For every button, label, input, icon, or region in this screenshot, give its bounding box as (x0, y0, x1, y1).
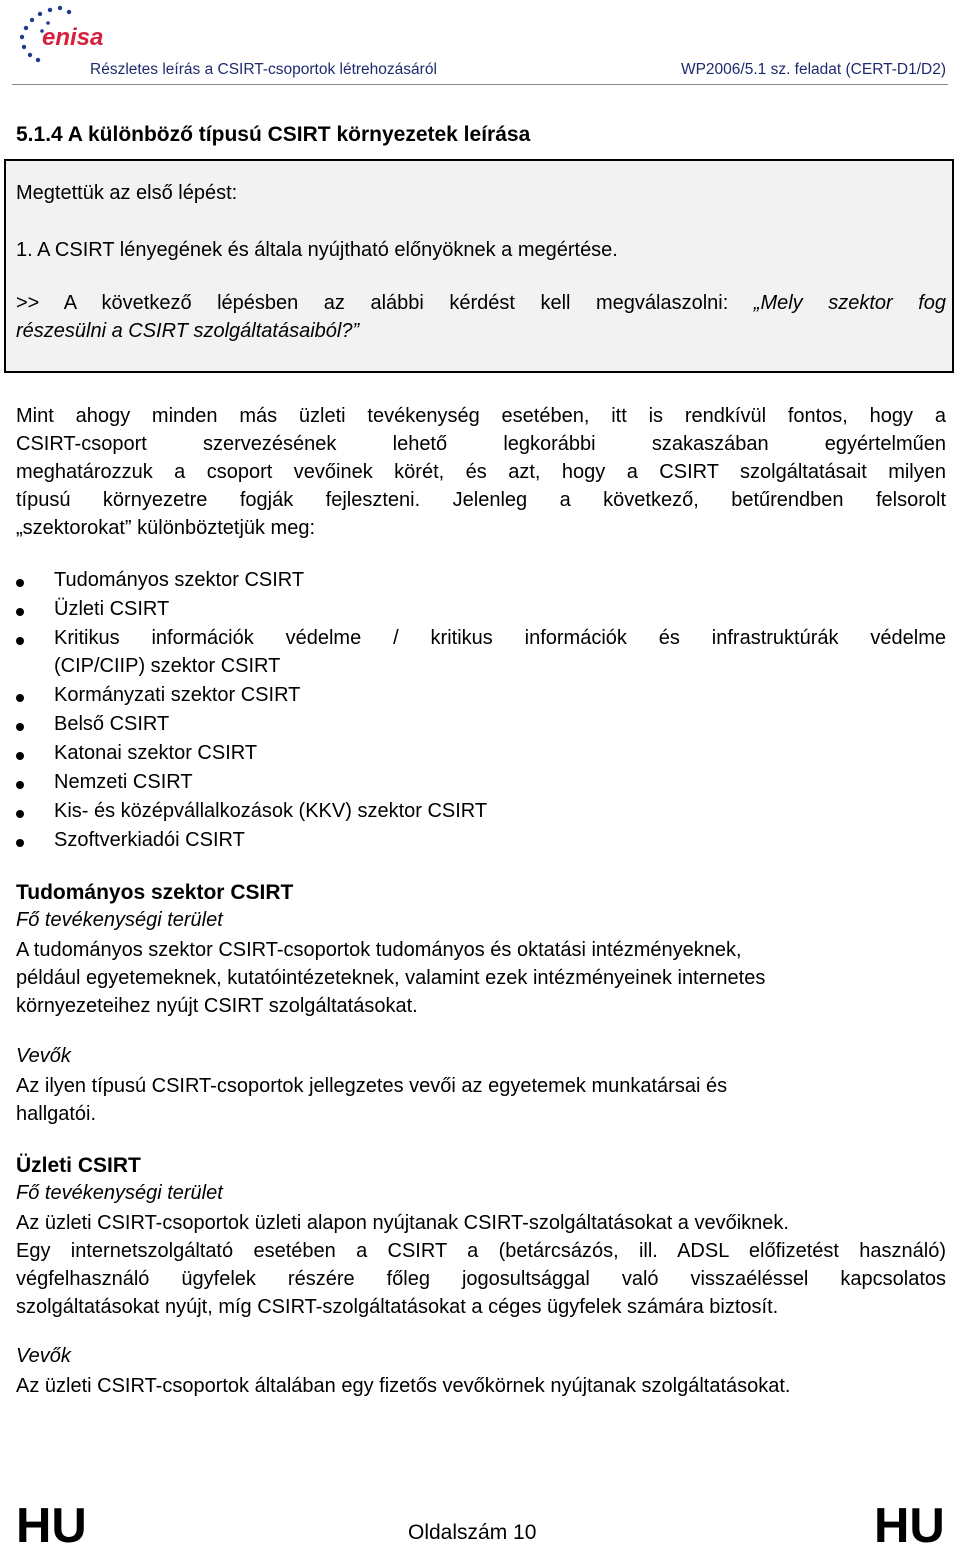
list-item: Tudományos szektor CSIRT (16, 569, 946, 597)
list-item-continuation: (CIP/CIIP) szektor CSIRT (54, 655, 281, 677)
paragraph-line: CSIRT-csoport szervezésének lehető legkorábbi szakaszában egyértelműen (16, 433, 946, 455)
academic-activity-label: Fő tevékenységi terület (16, 909, 223, 931)
list-item: Szoftverkiadói CSIRT (16, 829, 946, 857)
document-reference: WP2006/5.1 sz. feladat (CERT-D1/D2) (680, 61, 946, 78)
footer-language-right: HU (874, 1499, 945, 1553)
list-item: Üzleti CSIRT (16, 598, 946, 626)
paragraph-line: például egyetemeknek, kutatóintézeteknek, valamint ezek intézményeinek internetes (16, 967, 766, 989)
paragraph-line: A tudományos szektor CSIRT-csoportok tudományos és oktatási intézményeknek, (16, 939, 742, 961)
paragraph-line: környezeteihez nyújt CSIRT szolgáltatásokat. (16, 995, 418, 1017)
logo-text: enisa (42, 24, 104, 51)
business-customers-label: Vevők (16, 1345, 71, 1367)
business-activity-label: Fő tevékenységi terület (16, 1182, 223, 1204)
paragraph-line: hallgatói. (16, 1103, 97, 1125)
enisa-logo (12, 4, 112, 66)
list-item: Kritikus információk védelme / kritikus információk és infrastruktúrák védelme (16, 627, 946, 655)
intro-paragraph (16, 402, 946, 542)
sector-list (16, 569, 946, 859)
paragraph-line: végfelhasználó ügyfelek részére főleg jogosultsággal való visszaéléssel kapcsolatos (16, 1268, 946, 1290)
academic-activity-text (16, 936, 946, 1020)
business-activity-text (16, 1209, 946, 1321)
list-item: Katonai szektor CSIRT (16, 742, 946, 770)
business-heading: Üzleti CSIRT (16, 1154, 141, 1177)
list-item: Nemzeti CSIRT (16, 771, 946, 799)
section-title: 5.1.4 A különböző típusú CSIRT környezetek leírása (16, 123, 531, 146)
academic-customers-text (16, 1072, 946, 1128)
business-customers-text (16, 1372, 946, 1400)
intro-box-line-2: 1. A CSIRT lényegének és általa nyújtható előnyöknek a megértése. (16, 239, 618, 261)
bullet-icon (16, 608, 24, 616)
academic-customers-label: Vevők (16, 1045, 71, 1067)
bullet-icon (16, 579, 24, 587)
paragraph-line: Az ilyen típusú CSIRT-csoportok jellegzetes vevői az egyetemek munkatársai és (16, 1075, 728, 1097)
paragraph-line: szolgáltatásokat nyújt, míg CSIRT-szolgáltatásokat a céges ügyfelek számára biztosít. (16, 1296, 779, 1318)
page-number: Oldalszám 10 (408, 1521, 537, 1544)
paragraph-line: Az üzleti CSIRT-csoportok üzleti alapon nyújtanak CSIRT-szolgáltatásokat a vevőiknek. (16, 1212, 789, 1234)
bullet-icon (16, 694, 24, 702)
header-divider (12, 84, 948, 85)
bullet-icon (16, 723, 24, 731)
intro-box-line-1: Megtettük az első lépést: (16, 182, 238, 204)
list-item: Kormányzati szektor CSIRT (16, 684, 946, 712)
footer-language-left: HU (16, 1499, 87, 1553)
bullet-icon (16, 810, 24, 818)
paragraph-line: Az üzleti CSIRT-csoportok általában egy fizetős vevőkörnek nyújtanak szolgáltatásokat. (16, 1375, 791, 1397)
bullet-icon (16, 752, 24, 760)
intro-box-question (16, 292, 946, 315)
bullet-icon (16, 781, 24, 789)
bullet-icon (16, 637, 24, 645)
paragraph-line: „szektorokat” különböztetjük meg: (16, 517, 316, 539)
document-title: Részletes leírás a CSIRT-csoportok létrehozásáról (90, 61, 437, 78)
academic-heading: Tudományos szektor CSIRT (16, 881, 294, 904)
question-italic-1: „Mely szektor fog (753, 292, 946, 314)
intro-box-question-cont: részesülni a CSIRT szolgáltatásaiból?” (16, 320, 360, 342)
paragraph-line: Mint ahogy minden más üzleti tevékenység esetében, itt is rendkívül fontos, hogy a (16, 405, 946, 427)
paragraph-line: típusú környezetre fogják fejleszteni. Jelenleg a következő, betűrendben felsorolt (16, 489, 946, 511)
list-item: Belső CSIRT (16, 713, 946, 741)
paragraph-line: Egy internetszolgáltató esetében a CSIRT a (betárcsázós, ill. ADSL előfizetést használó) (16, 1240, 946, 1262)
bullet-icon (16, 839, 24, 847)
list-item: Kis- és középvállalkozások (KKV) szektor CSIRT (16, 800, 946, 828)
paragraph-line: meghatározzuk a csoport vevőinek körét, és azt, hogy a CSIRT szolgáltatásait milyen (16, 461, 946, 483)
question-prefix: >> A következő lépésben az alábbi kérdést kell megválaszolni: (16, 292, 754, 314)
